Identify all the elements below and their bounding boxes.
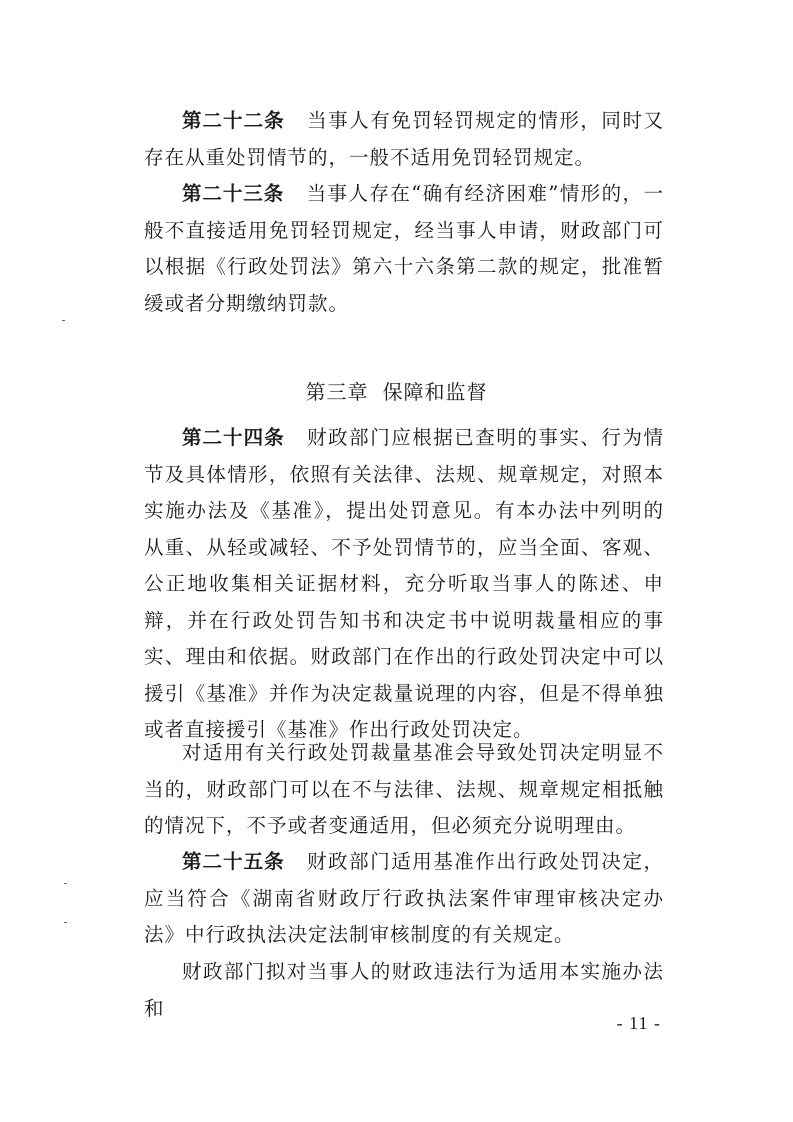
- chapter-number: 第三章: [305, 380, 369, 404]
- page-number: - 11 -: [616, 1013, 661, 1033]
- article-number: 第二十五条: [182, 850, 285, 873]
- article-text: 当事人存在“确有经济困难”情形的，一般不直接适用免罚轻罚规定，经当事人申请，财政部门可以根据《行政处罚法》第六十六条第二款的规定，批准暂缓或者分期缴纳罚款。: [144, 182, 664, 315]
- article-text: 财政部门应根据已查明的事实、行为情节及具体情形，依照有关法律、法规、规章规定，对照本实施办法及《基准》，提出处罚意见。有本办法中列明的从重、从轻或减轻、不予处罚情节的，应当全面、客观、公正地收集相关证据材料，充分听取当事人的陈述、申辩，并在行政处罚告知书和决定书中说明裁量相应的事实、理由和依据。财政部门在作出的行政处罚决定中可以援引《基准》并作为决定裁量说理的内容，但是不得单独或者直接援引《基准》作出行政处罚决定。: [144, 426, 664, 741]
- paragraph-text: 财政部门拟对当事人的财政违法行为适用本实施办法和: [144, 960, 664, 1020]
- article-number: 第二十四条: [182, 426, 285, 449]
- chapter-heading: [0, 377, 793, 407]
- article-text: 当事人有免罚轻罚规定的情形，同时又存在从重处罚情节的，一般不适用免罚轻罚规定。: [144, 109, 664, 169]
- article-22-paragraph: [144, 103, 664, 176]
- scan-speck: [62, 320, 65, 321]
- article-24-second-paragraph: [144, 735, 664, 845]
- scan-speck: [64, 922, 67, 923]
- article-number: 第二十三条: [182, 182, 285, 205]
- paragraph-text: 对适用有关行政处罚裁量基准会导致处罚决定明显不当的，财政部门可以在不与法律、法规、规章规定相抵触的情况下，不予或者变通适用，但必须充分说明理由。: [144, 741, 664, 837]
- article-24-paragraph: [144, 420, 664, 749]
- chapter-title: 保障和监督: [382, 380, 488, 404]
- scan-speck: [64, 883, 67, 884]
- article-text: 财政部门适用基准作出行政处罚决定，应当符合《湖南省财政厅行政执法案件审理审核决定办法》中行政执法决定法制审核制度的有关规定。: [144, 850, 664, 946]
- article-25-second-paragraph: [144, 954, 664, 1027]
- article-number: 第二十二条: [182, 109, 285, 132]
- article-23-paragraph: [144, 176, 664, 322]
- article-25-paragraph: [144, 844, 664, 954]
